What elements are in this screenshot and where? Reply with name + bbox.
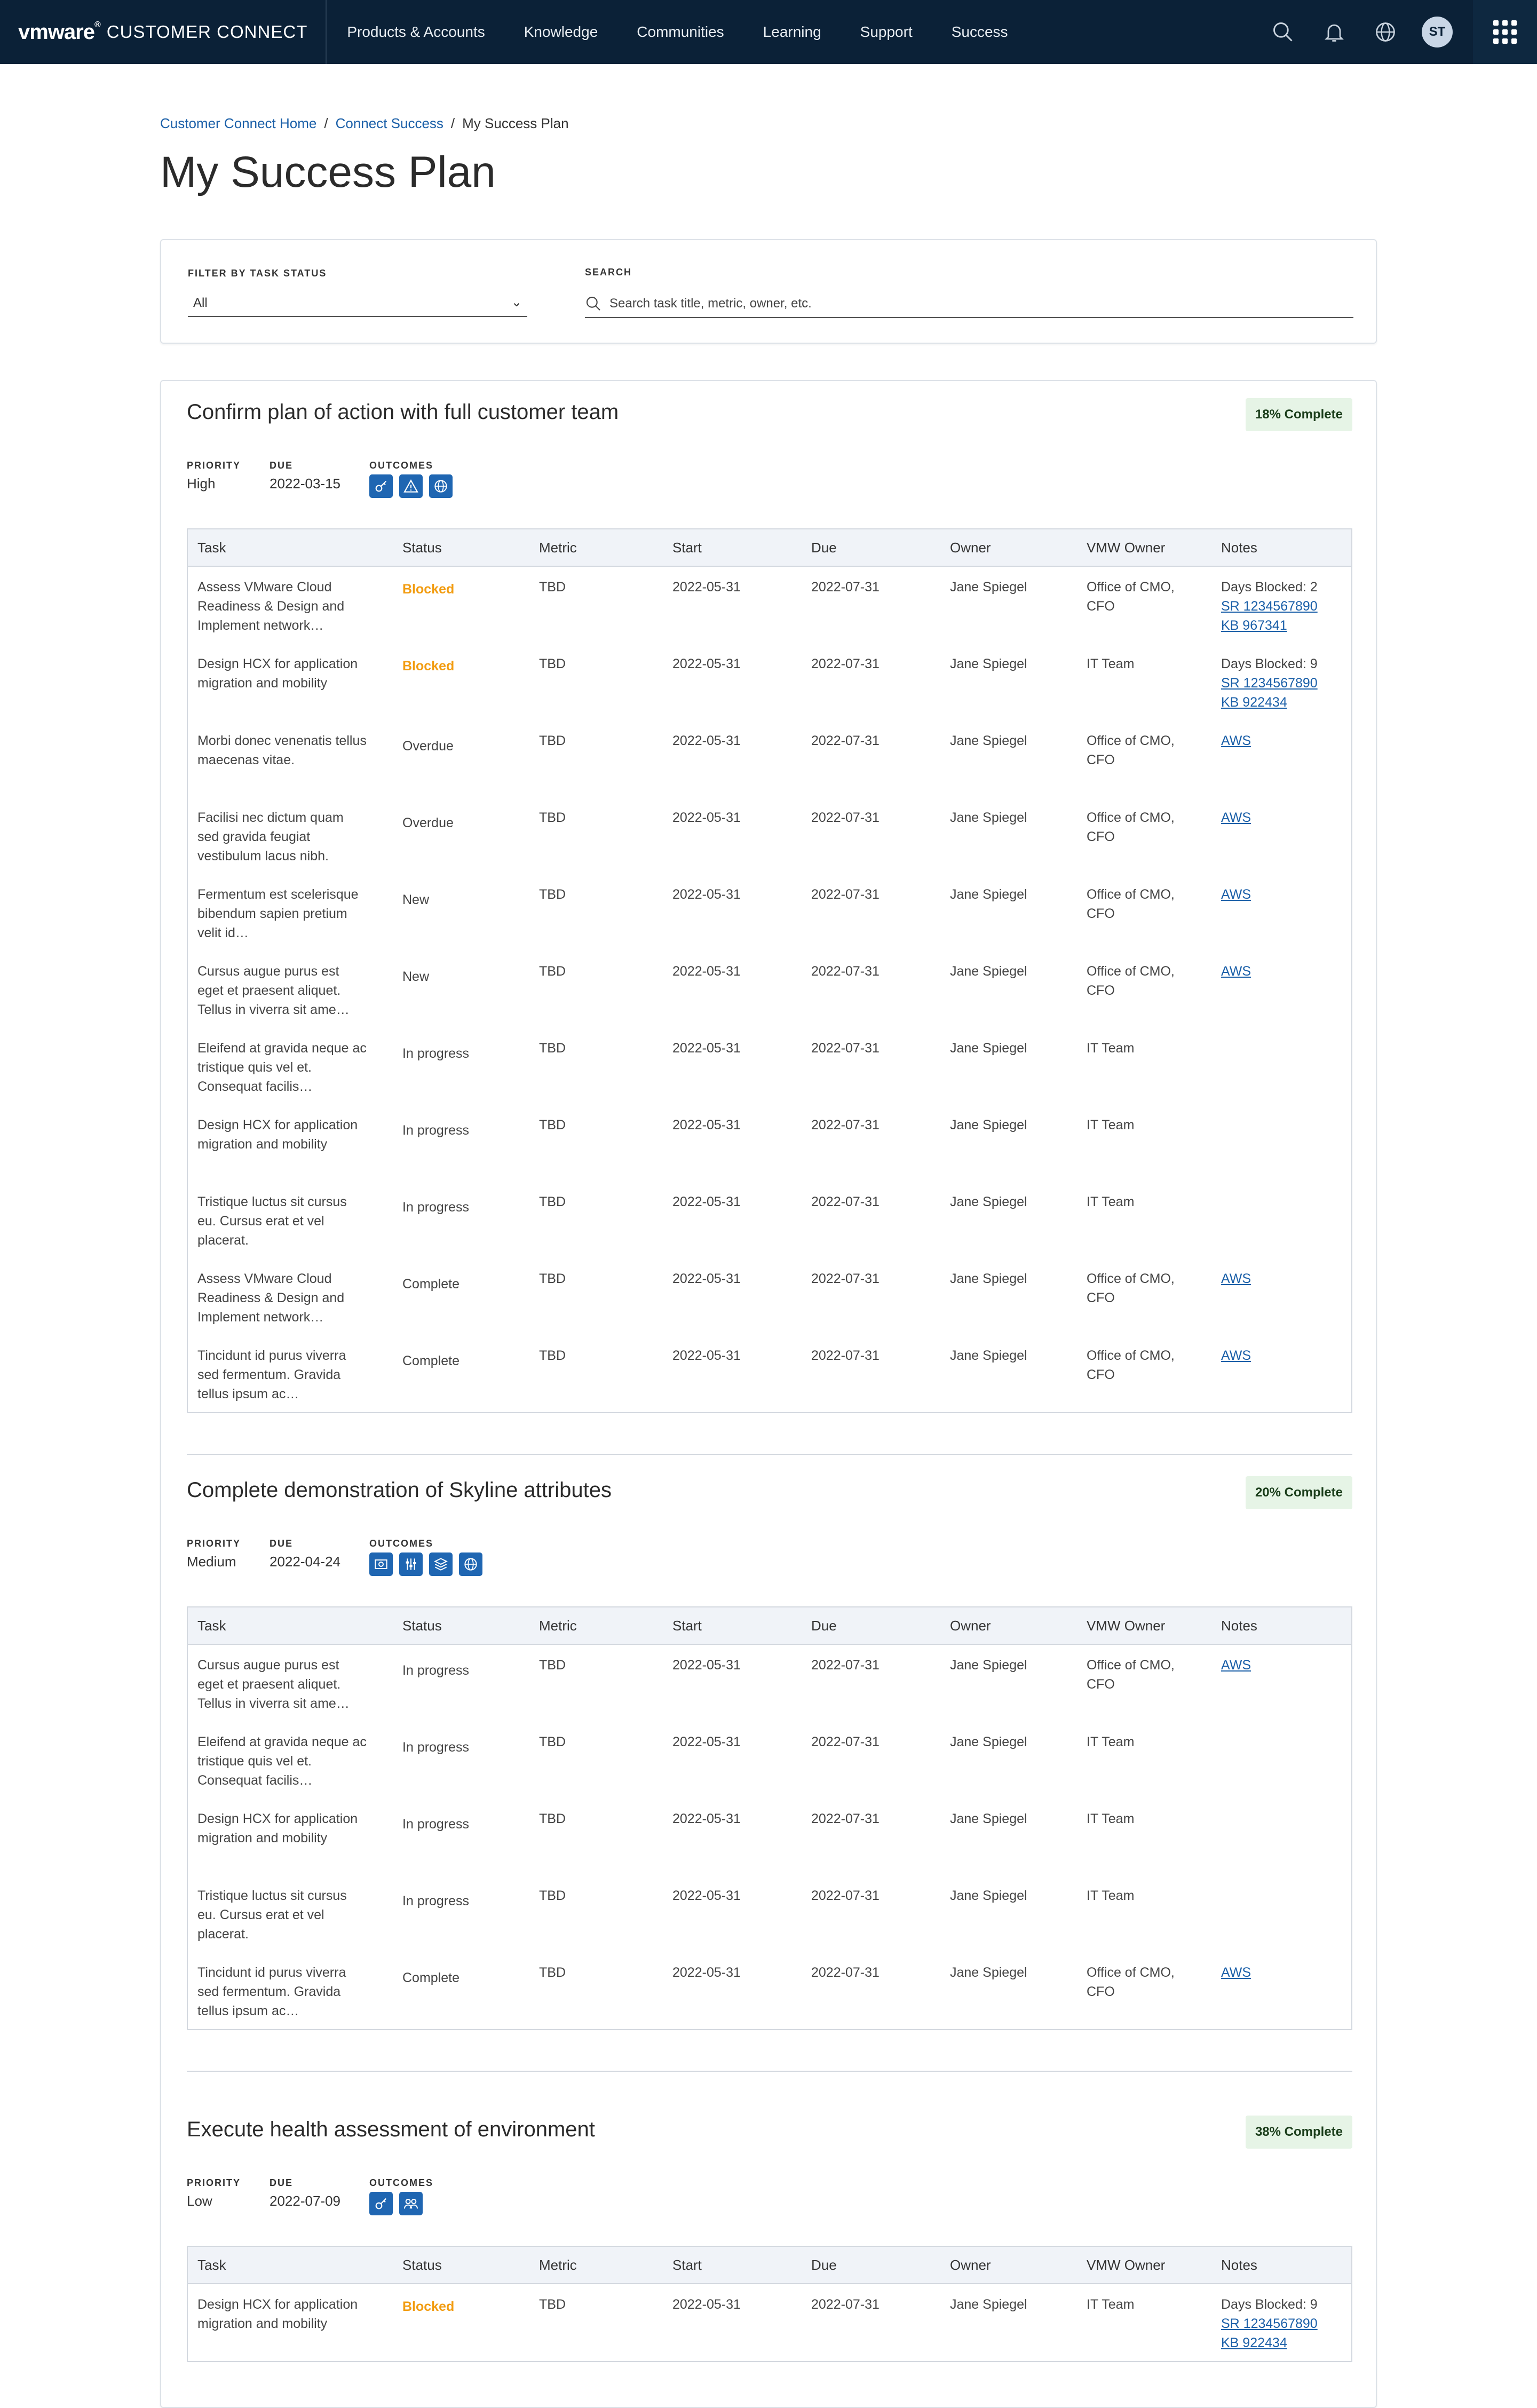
column-header: Due	[811, 539, 837, 556]
due-cell: 2022-07-31	[811, 1271, 880, 1286]
start-cell: 2022-05-31	[672, 2297, 741, 2312]
vmw-owner-cell: IT Team	[1087, 656, 1135, 671]
breadcrumb-current: My Success Plan	[462, 115, 569, 131]
column-header: Start	[672, 1617, 702, 1634]
notes-link[interactable]: KB 922434	[1221, 2335, 1287, 2350]
status-filter-value: All	[193, 296, 208, 310]
table-row[interactable]	[188, 1105, 1351, 1182]
nav-link-communities[interactable]: Communities	[637, 23, 724, 40]
due-cell: 2022-07-31	[811, 1118, 880, 1132]
column-header: Start	[672, 539, 702, 556]
task-cell: Tincidunt id purus viverra sed fermentum. Gravida tellus ipsum ac…	[197, 1965, 346, 2018]
task-cell: Design HCX for application migration and mobility	[197, 2297, 358, 2331]
task-cell: Cursus augue purus est eget et praesent aliquet. Tellus in viverra sit ame…	[197, 1658, 350, 1711]
owner-cell: Jane Spiegel	[950, 656, 1027, 671]
key-icon[interactable]	[369, 2192, 393, 2215]
status-filter-select[interactable]	[188, 291, 527, 317]
metric-cell: TBD	[539, 2297, 566, 2312]
filter-panel	[160, 239, 1377, 344]
product-name: CUSTOMER CONNECT	[106, 22, 308, 42]
start-cell: 2022-05-31	[672, 1658, 741, 1673]
column-header: Task	[197, 1617, 226, 1634]
status-cell: New	[402, 892, 430, 907]
status-cell: Complete	[402, 1353, 459, 1368]
start-cell: 2022-05-31	[672, 810, 741, 825]
section-divider	[187, 1454, 1352, 1455]
due-cell: 2022-07-31	[811, 964, 880, 979]
search-input[interactable]	[585, 290, 1353, 318]
notes-link[interactable]: AWS	[1221, 1348, 1251, 1363]
start-cell: 2022-05-31	[672, 580, 741, 595]
metric-cell: TBD	[539, 810, 566, 825]
start-cell: 2022-05-31	[672, 1888, 741, 1903]
section-meta	[187, 1538, 511, 1576]
bell-icon[interactable]	[1309, 0, 1360, 64]
status-cell: In progress	[402, 1663, 470, 1678]
notes-cell	[1221, 2284, 1349, 2352]
table-row[interactable]	[188, 1722, 1351, 1799]
notes-link[interactable]: AWS	[1221, 1271, 1251, 1286]
due-label: DUE	[270, 1538, 294, 1549]
status-cell: In progress	[402, 1740, 470, 1755]
dollar-icon[interactable]	[369, 1552, 393, 1576]
outcome-icons	[369, 474, 453, 498]
start-cell: 2022-05-31	[672, 1194, 741, 1209]
due-cell: 2022-07-31	[811, 733, 880, 748]
table-row[interactable]	[188, 874, 1351, 951]
column-header: VMW Owner	[1087, 1617, 1166, 1634]
table-row[interactable]	[188, 951, 1351, 1028]
table-row[interactable]	[188, 644, 1351, 720]
notes-cell	[1221, 567, 1349, 635]
due-cell: 2022-07-31	[811, 1348, 880, 1363]
warning-icon[interactable]	[399, 474, 423, 498]
outcomes-field	[369, 2177, 433, 2215]
notes-link[interactable]: SR 1234567890	[1221, 599, 1318, 614]
metric-cell: TBD	[539, 1348, 566, 1363]
due-cell: 2022-07-31	[811, 810, 880, 825]
metric-cell: TBD	[539, 733, 566, 748]
notes-cell	[1221, 1258, 1349, 1288]
outcomes-field	[369, 460, 453, 498]
globe-icon[interactable]	[429, 474, 453, 498]
notes-link[interactable]: AWS	[1221, 887, 1251, 902]
metric-cell: TBD	[539, 1118, 566, 1132]
outcomes-label: OUTCOMES	[369, 460, 434, 471]
owner-cell: Jane Spiegel	[950, 1041, 1027, 1056]
metric-cell: TBD	[539, 1041, 566, 1056]
breadcrumb-separator: /	[450, 115, 455, 131]
vmw-owner-cell: Office of CMO, CFO	[1087, 1271, 1175, 1305]
breadcrumb-home[interactable]: Customer Connect Home	[160, 115, 317, 131]
notes-cell	[1221, 1875, 1349, 1886]
due-cell: 2022-07-31	[811, 1658, 880, 1673]
task-cell: Design HCX for application migration and mobility	[197, 1811, 358, 1845]
avatar[interactable]: ST	[1422, 17, 1453, 47]
notes-link[interactable]: AWS	[1221, 810, 1251, 825]
priority-value: Medium	[187, 1554, 236, 1570]
status-cell: Blocked	[402, 2299, 455, 2314]
nav-link-learning[interactable]: Learning	[763, 23, 821, 40]
chevron-down-icon: ⌄	[511, 295, 522, 310]
key-icon[interactable]	[369, 474, 393, 498]
metric-cell: TBD	[539, 1888, 566, 1903]
due-value: 2022-03-15	[270, 476, 341, 492]
metric-cell: TBD	[539, 1965, 566, 1980]
search-label: SEARCH	[585, 267, 632, 278]
outcomes-label: OUTCOMES	[369, 1538, 434, 1549]
success-plan-section	[187, 2098, 1352, 2366]
column-header: VMW Owner	[1087, 539, 1166, 556]
nav-actions	[1257, 0, 1537, 64]
notes-link[interactable]: SR 1234567890	[1221, 676, 1318, 691]
due-label: DUE	[270, 2177, 294, 2188]
table-row[interactable]	[188, 567, 1351, 644]
priority-label: PRIORITY	[187, 1538, 241, 1549]
table-row[interactable]	[188, 797, 1351, 874]
completion-badge: 38% Complete	[1246, 2116, 1352, 2149]
task-cell: Tristique luctus sit cursus eu. Cursus erat et vel placerat.	[197, 1194, 347, 1248]
table-row[interactable]	[188, 1182, 1351, 1258]
page-title: My Success Plan	[160, 148, 496, 196]
task-cell: Tincidunt id purus viverra sed fermentum. Gravida tellus ipsum ac…	[197, 1348, 346, 1401]
owner-cell: Jane Spiegel	[950, 1118, 1027, 1132]
due-label: DUE	[270, 460, 294, 471]
notes-cell	[1221, 1952, 1349, 1982]
table-row[interactable]	[188, 1952, 1351, 2029]
column-header: Task	[197, 539, 226, 556]
outcome-icons	[369, 2192, 433, 2215]
vmw-owner-cell: IT Team	[1087, 1194, 1135, 1209]
table-row[interactable]	[188, 1028, 1351, 1105]
owner-cell: Jane Spiegel	[950, 1194, 1027, 1209]
table-row[interactable]	[188, 1645, 1351, 1722]
days-blocked-text: Days Blocked: 2	[1221, 580, 1318, 595]
section-title: Execute health assessment of environment	[187, 2118, 595, 2141]
table-row[interactable]	[188, 1875, 1351, 1952]
notes-cell	[1221, 1182, 1349, 1192]
days-blocked-text: Days Blocked: 9	[1221, 656, 1318, 671]
column-header: Task	[197, 2256, 226, 2273]
notes-cell	[1221, 1335, 1349, 1365]
start-cell: 2022-05-31	[672, 1118, 741, 1132]
brand-logo[interactable]	[0, 0, 327, 64]
outcomes-label: OUTCOMES	[369, 2177, 434, 2188]
table-header	[188, 2247, 1351, 2284]
top-nav	[0, 0, 1537, 64]
priority-field	[187, 1538, 241, 1576]
priority-label: PRIORITY	[187, 2177, 241, 2188]
notes-cell	[1221, 951, 1349, 981]
notes-cell	[1221, 644, 1349, 712]
due-field	[270, 2177, 340, 2215]
status-cell: Blocked	[402, 659, 455, 674]
task-cell: Assess VMware Cloud Readiness & Design and Implement network…	[197, 1271, 345, 1325]
success-plan-section	[187, 381, 1352, 1417]
outcomes-field	[369, 1538, 482, 1576]
owner-cell: Jane Spiegel	[950, 580, 1027, 595]
task-cell: Assess VMware Cloud Readiness & Design and Implement network…	[197, 580, 345, 633]
task-cell: Design HCX for application migration and mobility	[197, 656, 358, 691]
notes-link[interactable]: KB 922434	[1221, 695, 1287, 710]
notes-cell	[1221, 874, 1349, 904]
vmw-owner-cell: Office of CMO, CFO	[1087, 810, 1175, 844]
success-plan-section	[187, 1459, 1352, 2034]
owner-cell: Jane Spiegel	[950, 1811, 1027, 1826]
due-cell: 2022-07-31	[811, 1888, 880, 1903]
sliders-icon[interactable]	[399, 1552, 423, 1576]
priority-value: Low	[187, 2193, 212, 2209]
notes-cell	[1221, 797, 1349, 827]
notes-link[interactable]: KB 967341	[1221, 618, 1287, 633]
column-header: Metric	[539, 2256, 577, 2273]
table-header	[188, 1607, 1351, 1645]
status-cell: In progress	[402, 1894, 470, 1908]
vmw-owner-cell: Office of CMO, CFO	[1087, 964, 1175, 998]
vmw-owner-cell: Office of CMO, CFO	[1087, 1658, 1175, 1692]
column-header: VMW Owner	[1087, 2256, 1166, 2273]
owner-cell: Jane Spiegel	[950, 810, 1027, 825]
globe-icon[interactable]	[1360, 0, 1411, 64]
metric-cell: TBD	[539, 1194, 566, 1209]
task-table	[187, 1606, 1352, 2030]
metric-cell: TBD	[539, 1658, 566, 1673]
start-cell: 2022-05-31	[672, 656, 741, 671]
metric-cell: TBD	[539, 1271, 566, 1286]
owner-cell: Jane Spiegel	[950, 1734, 1027, 1749]
column-header: Owner	[950, 539, 991, 556]
team-icon[interactable]	[399, 2192, 423, 2215]
metric-cell: TBD	[539, 1734, 566, 1749]
notes-cell	[1221, 1028, 1349, 1039]
search-placeholder: Search task title, metric, owner, etc.	[609, 296, 812, 311]
column-header: Status	[402, 539, 442, 556]
priority-field	[187, 460, 241, 498]
vmw-owner-cell: Office of CMO, CFO	[1087, 887, 1175, 921]
notes-link[interactable]: AWS	[1221, 1965, 1251, 1980]
owner-cell: Jane Spiegel	[950, 1888, 1027, 1903]
task-cell: Eleifend at gravida neque ac tristique quis vel et. Consequat facilis…	[197, 1734, 367, 1788]
task-cell: Cursus augue purus est eget et praesent aliquet. Tellus in viverra sit ame…	[197, 964, 350, 1017]
vmw-owner-cell: IT Team	[1087, 1041, 1135, 1056]
section-title: Confirm plan of action with full customer team	[187, 400, 619, 424]
metric-cell: TBD	[539, 1811, 566, 1826]
column-header: Status	[402, 1617, 442, 1634]
column-header: Due	[811, 1617, 837, 1634]
vmw-owner-cell: IT Team	[1087, 1888, 1135, 1903]
section-divider	[187, 2071, 1352, 2072]
owner-cell: Jane Spiegel	[950, 964, 1027, 979]
status-cell: In progress	[402, 1200, 470, 1215]
vmw-owner-cell: IT Team	[1087, 2297, 1135, 2312]
table-header	[188, 529, 1351, 567]
nav-link-success[interactable]: Success	[951, 23, 1008, 40]
due-value: 2022-04-24	[270, 1554, 341, 1570]
priority-field	[187, 2177, 241, 2215]
due-cell: 2022-07-31	[811, 656, 880, 671]
owner-cell: Jane Spiegel	[950, 1965, 1027, 1980]
globe-icon[interactable]	[459, 1552, 482, 1576]
start-cell: 2022-05-31	[672, 887, 741, 902]
notes-link[interactable]: AWS	[1221, 964, 1251, 979]
priority-label: PRIORITY	[187, 460, 241, 471]
owner-cell: Jane Spiegel	[950, 887, 1027, 902]
column-header: Metric	[539, 1617, 577, 1634]
column-header: Start	[672, 2256, 702, 2273]
section-meta	[187, 460, 481, 498]
task-cell: Design HCX for application migration and mobility	[197, 1118, 358, 1152]
metric-cell: TBD	[539, 656, 566, 671]
breadcrumb-separator: /	[324, 115, 328, 131]
column-header: Owner	[950, 1617, 991, 1634]
search-icon[interactable]	[1257, 0, 1309, 64]
owner-cell: Jane Spiegel	[950, 1271, 1027, 1286]
owner-cell: Jane Spiegel	[950, 733, 1027, 748]
breadcrumb-connect-success[interactable]: Connect Success	[335, 115, 443, 131]
notes-link[interactable]: AWS	[1221, 733, 1251, 748]
vmw-owner-cell: Office of CMO, CFO	[1087, 1348, 1175, 1382]
layers-icon[interactable]	[429, 1552, 453, 1576]
metric-cell: TBD	[539, 964, 566, 979]
task-cell: Morbi donec venenatis tellus maecenas vitae.	[197, 733, 367, 767]
status-cell: In progress	[402, 1046, 470, 1061]
breadcrumb	[160, 115, 569, 132]
start-cell: 2022-05-31	[672, 1041, 741, 1056]
status-cell: New	[402, 969, 430, 984]
column-header: Metric	[539, 539, 577, 556]
status-cell: In progress	[402, 1817, 470, 1832]
vmw-owner-cell: IT Team	[1087, 1811, 1135, 1826]
vmw-owner-cell: Office of CMO, CFO	[1087, 1965, 1175, 1999]
due-cell: 2022-07-31	[811, 1965, 880, 1980]
notes-cell	[1221, 1645, 1349, 1675]
start-cell: 2022-05-31	[672, 1271, 741, 1286]
vmw-owner-cell: IT Team	[1087, 1734, 1135, 1749]
column-header: Notes	[1221, 539, 1257, 556]
table-row[interactable]	[188, 1335, 1351, 1412]
status-cell: Blocked	[402, 582, 455, 597]
table-row[interactable]	[188, 2284, 1351, 2361]
priority-value: High	[187, 476, 216, 492]
app-switcher-icon[interactable]	[1473, 0, 1537, 64]
vmware-logo: vmware®	[18, 20, 100, 44]
due-cell: 2022-07-31	[811, 1041, 880, 1056]
task-cell: Facilisi nec dictum quam sed gravida feugiat vestibulum lacus nibh.	[197, 810, 344, 864]
notes-cell	[1221, 1105, 1349, 1115]
due-cell: 2022-07-31	[811, 2297, 880, 2312]
start-cell: 2022-05-31	[672, 1811, 741, 1826]
task-table	[187, 528, 1352, 1413]
start-cell: 2022-05-31	[672, 733, 741, 748]
due-value: 2022-07-09	[270, 2193, 341, 2209]
vmw-owner-cell: IT Team	[1087, 1118, 1135, 1132]
start-cell: 2022-05-31	[672, 1734, 741, 1749]
vmw-owner-cell: Office of CMO, CFO	[1087, 733, 1175, 767]
due-cell: 2022-07-31	[811, 580, 880, 595]
success-plan-list	[160, 380, 1377, 2408]
status-cell: Overdue	[402, 739, 454, 754]
outcome-icons	[369, 1552, 482, 1576]
metric-cell: TBD	[539, 887, 566, 902]
metric-cell: TBD	[539, 580, 566, 595]
status-filter-label: FILTER BY TASK STATUS	[188, 268, 327, 279]
status-cell: Complete	[402, 1277, 459, 1292]
due-field	[270, 460, 340, 498]
nav-link-support[interactable]: Support	[860, 23, 913, 40]
notes-cell	[1221, 1722, 1349, 1732]
status-cell: Overdue	[402, 815, 454, 830]
task-cell: Tristique luctus sit cursus eu. Cursus erat et vel placerat.	[197, 1888, 347, 1942]
vmw-owner-cell: Office of CMO, CFO	[1087, 580, 1175, 614]
status-cell: Complete	[402, 1970, 459, 1985]
completion-badge: 20% Complete	[1246, 1476, 1352, 1509]
completion-badge: 18% Complete	[1246, 398, 1352, 431]
due-cell: 2022-07-31	[811, 1194, 880, 1209]
due-cell: 2022-07-31	[811, 887, 880, 902]
owner-cell: Jane Spiegel	[950, 1348, 1027, 1363]
nav-link-knowledge[interactable]: Knowledge	[524, 23, 598, 40]
notes-cell	[1221, 1799, 1349, 1809]
notes-cell	[1221, 720, 1349, 750]
table-row[interactable]	[188, 720, 1351, 797]
section-title: Complete demonstration of Skyline attributes	[187, 1478, 612, 1502]
days-blocked-text: Days Blocked: 9	[1221, 2297, 1318, 2312]
table-row[interactable]	[188, 1258, 1351, 1335]
due-cell: 2022-07-31	[811, 1811, 880, 1826]
nav-links	[347, 0, 1047, 64]
notes-link[interactable]: SR 1234567890	[1221, 2316, 1318, 2331]
search-icon	[585, 295, 602, 312]
task-table	[187, 2246, 1352, 2362]
column-header: Notes	[1221, 1617, 1257, 1634]
owner-cell: Jane Spiegel	[950, 2297, 1027, 2312]
due-field	[270, 1538, 340, 1576]
table-row[interactable]	[188, 1799, 1351, 1875]
status-cell: In progress	[402, 1123, 470, 1138]
section-meta	[187, 2177, 462, 2215]
column-header: Status	[402, 2256, 442, 2273]
start-cell: 2022-05-31	[672, 1348, 741, 1363]
column-header: Owner	[950, 2256, 991, 2273]
owner-cell: Jane Spiegel	[950, 1658, 1027, 1673]
start-cell: 2022-05-31	[672, 1965, 741, 1980]
task-cell: Fermentum est scelerisque bibendum sapien pretium velit id…	[197, 887, 359, 940]
notes-link[interactable]: AWS	[1221, 1658, 1251, 1673]
task-cell: Eleifend at gravida neque ac tristique quis vel et. Consequat facilis…	[197, 1041, 367, 1094]
start-cell: 2022-05-31	[672, 964, 741, 979]
nav-link-products[interactable]: Products & Accounts	[347, 23, 485, 40]
column-header: Notes	[1221, 2256, 1257, 2273]
column-header: Due	[811, 2256, 837, 2273]
due-cell: 2022-07-31	[811, 1734, 880, 1749]
